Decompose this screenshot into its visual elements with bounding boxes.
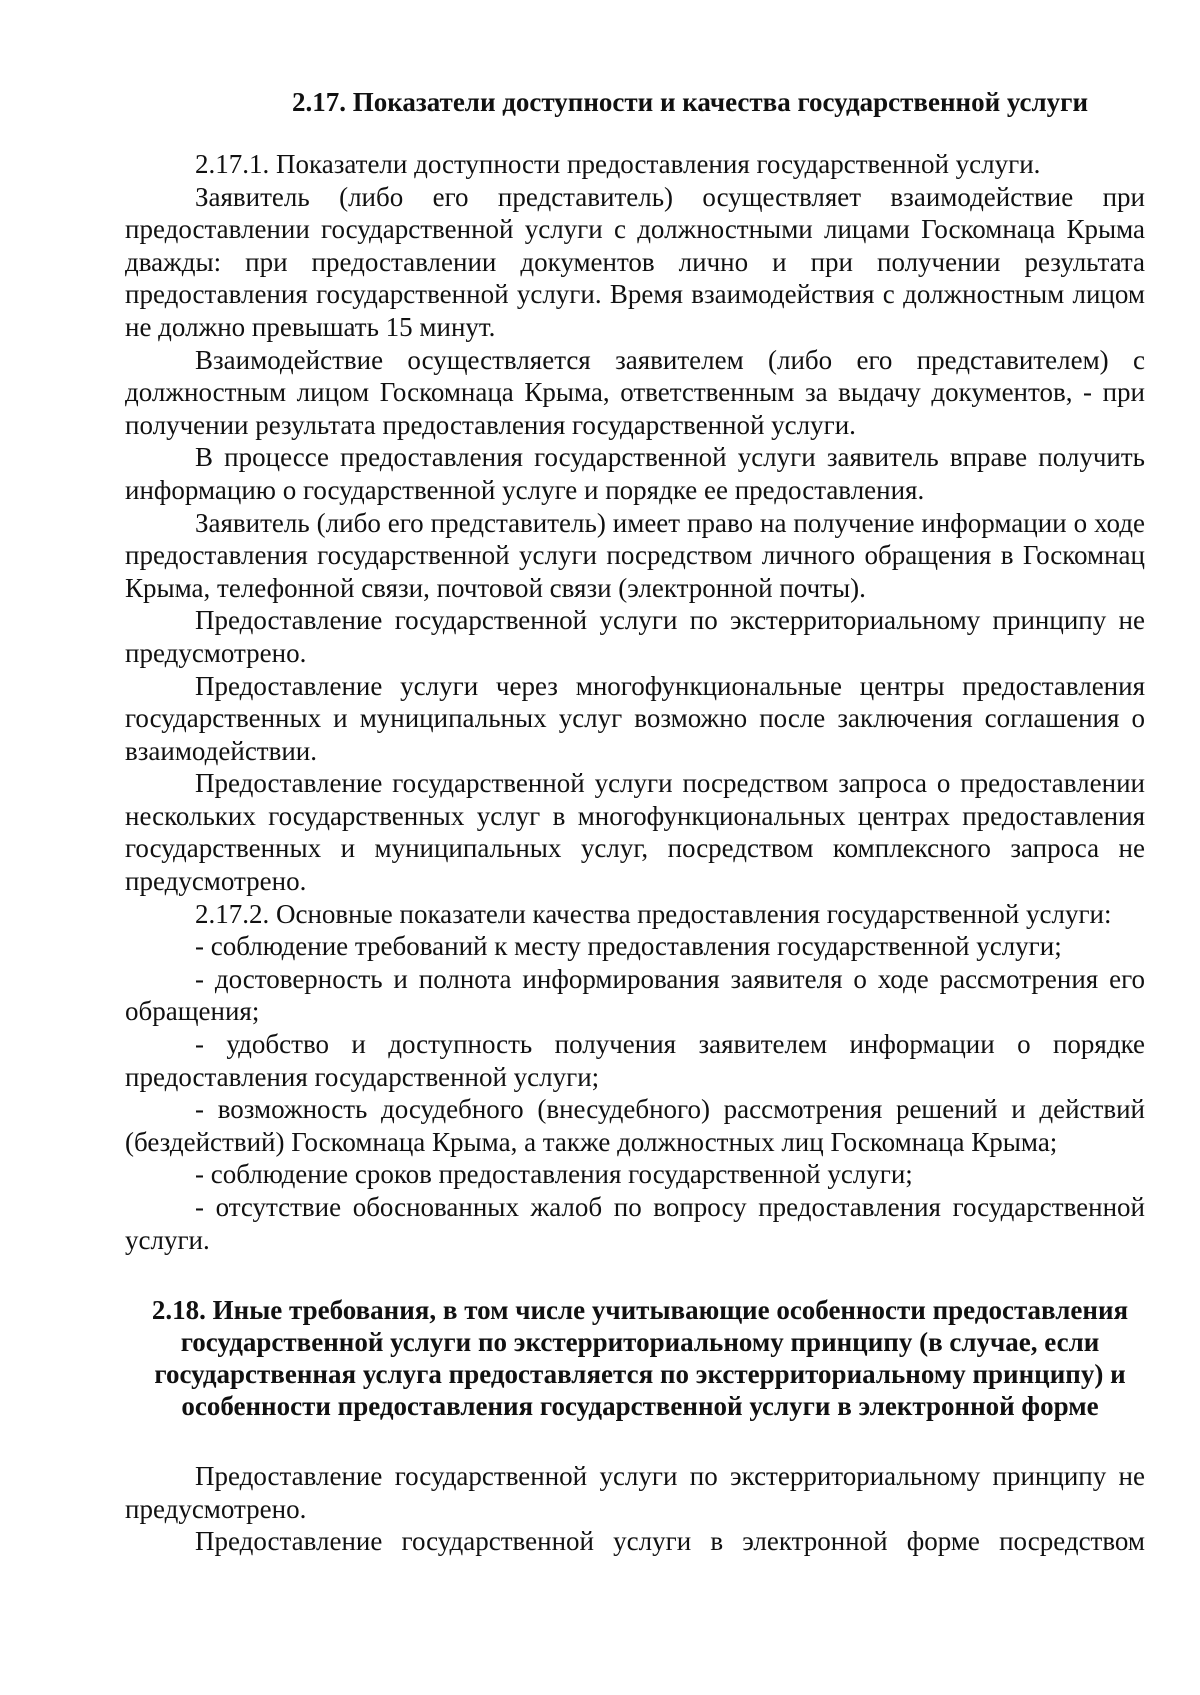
paragraph: Предоставление государственной услуги по экстерриториальному принципу не предусмотрено. <box>125 605 1145 668</box>
list-item: - удобство и доступность получения заявителем информации о порядке предоставления государственной услуги; <box>125 1029 1145 1092</box>
paragraph: 2.17.1. Показатели доступности предоставления государственной услуги. <box>195 149 1041 179</box>
list-item: - соблюдение требований к месту предоставления государственной услуги; <box>195 931 1062 962</box>
paragraph: Предоставление государственной услуги в электронной форме посредством <box>195 1526 1145 1557</box>
list-item: - возможность досудебного (внесудебного) рассмотрения решений и действий (бездействий) Госкомнаца Крыма, а также должностных лиц Госкомнаца Крыма; <box>125 1094 1145 1157</box>
document-body <box>125 86 1145 1558</box>
section-heading-2-17: 2.17. Показатели доступности и качества государственной услуги <box>292 87 1088 117</box>
list-item: - достоверность и полнота информирования заявителя о ходе рассмотрения его обращения; <box>125 963 1145 1027</box>
list-item: - соблюдение сроков предоставления государственной услуги; <box>195 1159 913 1190</box>
paragraph: В процессе предоставления государственной услуги заявитель вправе получить информацию о государственной услуге и порядке ее предоставления. <box>125 442 1145 505</box>
paragraph: Заявитель (либо его представитель) имеет право на получение информации о ходе предоставления государственной услуги посредством личного обращения в Госкомнац Крыма, телефонной связи, почтовой связи (электронной почты). <box>125 507 1145 603</box>
section-heading-2-18: 2.18. Иные требования, в том числе учитывающие особенности предоставления государственной услуги по экстерриториальному принципу (в случае, если государственная услуга предоставляется по экстерриториальному принципу) и особенности предоставления государственной услуги в электронной форме <box>151 1295 1129 1422</box>
paragraph: Взаимодействие осуществляется заявителем (либо его представителем) с должностным лицом Госкомнаца Крыма, ответственным за выдачу документов, - при получении результата предоставления государственной услуги. <box>125 344 1145 440</box>
paragraph: 2.17.2. Основные показатели качества предоставления государственной услуги: <box>195 898 1112 929</box>
list-item: - отсутствие обоснованных жалоб по вопросу предоставления государственной услуги. <box>125 1192 1145 1255</box>
paragraph: Предоставление государственной услуги посредством запроса о предоставлении нескольких государственных услуг в многофункциональных центрах предоставления государственных и муниципальных услуг, посредством комплексного запроса не предусмотрено. <box>125 768 1145 897</box>
paragraph: Предоставление государственной услуги по экстерриториальному принципу не предусмотрено. <box>125 1461 1145 1524</box>
paragraph: Заявитель (либо его представитель) осуществляет взаимодействие при предоставлении государственной услуги с должностными лицами Госкомнаца Крыма дважды: при предоставлении документов лично и при получении результата предоставления государственной услуги. Время взаимодействия с должностным лицом не должно превышать 15 минут. <box>125 181 1145 342</box>
paragraph: Предоставление услуги через многофункциональные центры предоставления государственных и муниципальных услуг возможно после заключения соглашения о взаимодействии. <box>125 670 1145 766</box>
